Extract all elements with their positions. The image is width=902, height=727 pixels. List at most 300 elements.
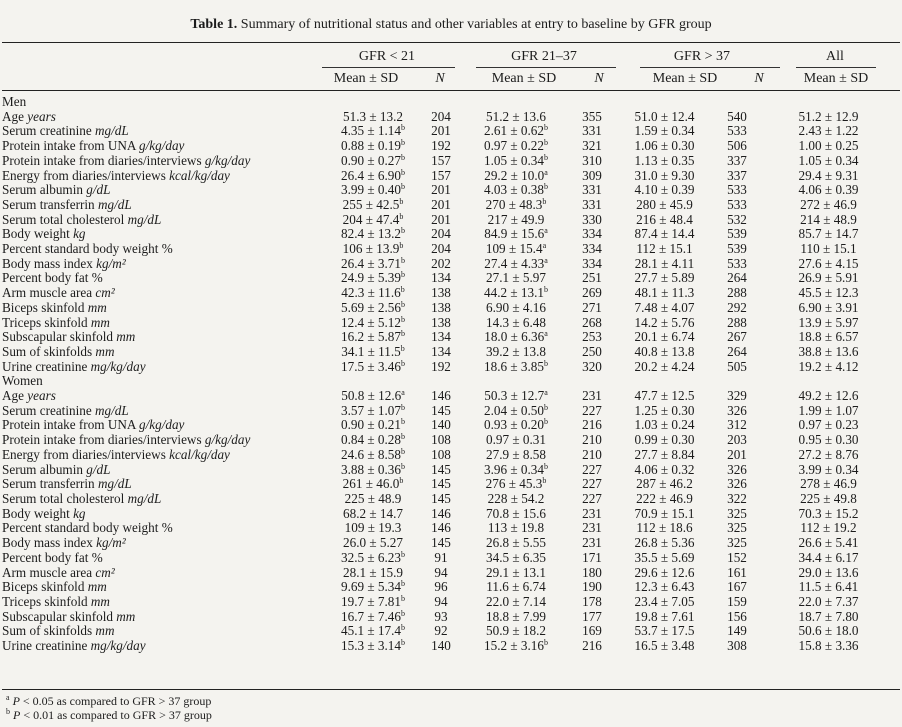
mean-sd-cell xyxy=(612,404,717,419)
mean-sd-cell xyxy=(460,566,572,581)
n-value: 157 xyxy=(431,153,451,168)
variable-unit: mm xyxy=(90,315,110,330)
n-cell xyxy=(717,345,757,360)
n-value: 326 xyxy=(727,462,747,477)
mean-sd-cell xyxy=(612,154,717,169)
n-cell xyxy=(422,242,460,257)
group-header-gfr-21-37: GFR 21–37 xyxy=(511,49,577,64)
mean-sd-cell xyxy=(324,507,422,522)
table-number: Table 1. xyxy=(190,17,238,32)
row-label xyxy=(2,242,324,257)
mean-sd-cell xyxy=(324,566,422,581)
mean-sd-cell xyxy=(612,418,717,433)
n-value: 161 xyxy=(727,565,747,580)
mean-sd-value: 225 ± 49.8 xyxy=(800,491,857,506)
mean-sd-value: 22.0 ± 7.37 xyxy=(798,594,859,609)
n-cell xyxy=(572,580,612,595)
mean-sd-value: 48.1 ± 11.3 xyxy=(634,286,695,301)
mean-sd-cell xyxy=(757,404,900,419)
n-value: 178 xyxy=(582,594,602,609)
mean-sd-value: 18.8 ± 7.99 xyxy=(486,609,546,624)
mean-sd-cell xyxy=(460,169,572,184)
n-value: 334 xyxy=(582,227,602,242)
n-cell xyxy=(572,551,612,566)
table-row xyxy=(2,418,900,433)
variable-name: Serum creatinine xyxy=(2,124,92,139)
mean-sd-value: 0.90 ± 0.21 xyxy=(341,418,401,433)
variable-unit: g/kg/day xyxy=(204,153,251,168)
significance-mark: a xyxy=(544,330,548,339)
mean-sd-value: 85.7 ± 14.7 xyxy=(798,227,859,242)
mean-sd-value: 216 ± 48.4 xyxy=(636,212,693,227)
n-value: 140 xyxy=(431,639,451,654)
n-value: 146 xyxy=(431,389,451,404)
mean-sd-value: 19.7 ± 7.81 xyxy=(341,594,401,609)
variable-name: Arm muscle area xyxy=(2,565,93,580)
row-label xyxy=(2,448,324,463)
mean-sd-cell xyxy=(757,154,900,169)
mean-sd-value: 28.1 ± 4.11 xyxy=(634,256,695,271)
significance-mark: b xyxy=(542,477,547,486)
mean-sd-value: 50.3 ± 12.7 xyxy=(484,389,545,404)
n-value: 159 xyxy=(727,594,747,609)
table-row xyxy=(2,242,900,257)
n-value: 145 xyxy=(431,403,451,418)
table-row xyxy=(2,330,900,345)
mean-sd-cell xyxy=(612,301,717,316)
mean-sd-cell xyxy=(460,639,572,654)
significance-mark: b xyxy=(544,418,548,427)
n-value: 312 xyxy=(727,418,747,433)
n-cell xyxy=(717,418,757,433)
mean-sd-value: 1.59 ± 0.34 xyxy=(634,124,695,139)
mean-sd-value: 4.10 ± 0.39 xyxy=(634,183,695,198)
n-cell xyxy=(717,227,757,242)
variable-unit: mg/dL xyxy=(97,197,132,212)
mean-sd-cell xyxy=(460,595,572,610)
table-row xyxy=(2,595,900,610)
variable-unit: % xyxy=(91,271,103,286)
footnote-b-text: < 0.01 as compared to GFR > 37 group xyxy=(20,708,212,722)
significance-mark: b xyxy=(399,212,404,221)
n-value: 267 xyxy=(727,330,747,345)
n-value: 216 xyxy=(582,639,602,654)
mean-sd-value: 40.8 ± 13.8 xyxy=(634,344,695,359)
n-cell xyxy=(572,448,612,463)
row-label xyxy=(2,169,324,184)
row-label xyxy=(2,183,324,198)
variable-name: Serum albumin xyxy=(2,183,83,198)
mean-sd-cell xyxy=(324,227,422,242)
mean-sd-cell xyxy=(324,536,422,551)
row-label xyxy=(2,301,324,316)
mean-sd-cell xyxy=(612,389,717,404)
variable-unit: kg/m² xyxy=(96,256,126,271)
table-row xyxy=(2,154,900,169)
n-cell xyxy=(572,198,612,213)
mean-sd-cell xyxy=(757,257,900,272)
variable-name: Subscapular skinfold xyxy=(2,609,113,624)
n-value: 325 xyxy=(727,506,747,521)
n-value: 216 xyxy=(582,418,602,433)
row-label xyxy=(2,507,324,522)
variable-unit: % xyxy=(161,521,173,536)
mean-sd-value: 4.06 ± 0.32 xyxy=(634,462,695,477)
mean-sd-value: 15.8 ± 3.36 xyxy=(798,639,859,654)
mean-sd-value: 29.6 ± 12.6 xyxy=(634,565,695,580)
mean-sd-value: 51.0 ± 12.4 xyxy=(634,109,695,124)
n-value: 134 xyxy=(431,344,451,359)
mean-sd-cell xyxy=(324,580,422,595)
n-cell xyxy=(572,169,612,184)
table-row xyxy=(2,124,900,139)
mean-sd-cell xyxy=(757,242,900,257)
mean-sd-value: 20.1 ± 6.74 xyxy=(634,330,695,345)
n-value: 145 xyxy=(431,462,451,477)
n-cell xyxy=(422,507,460,522)
mean-sd-cell xyxy=(324,345,422,360)
footnote-a-text: < 0.05 as compared to GFR > 37 group xyxy=(19,694,212,708)
table-row xyxy=(2,433,900,448)
variable-unit: mg/dL xyxy=(97,477,132,492)
mean-sd-cell xyxy=(612,580,717,595)
mean-sd-cell xyxy=(757,448,900,463)
table-row xyxy=(2,227,900,242)
row-label xyxy=(2,463,324,478)
n-value: 204 xyxy=(431,227,451,242)
mean-sd-cell xyxy=(460,610,572,625)
n-cell xyxy=(572,566,612,581)
mean-sd-cell xyxy=(612,624,717,639)
n-value: 292 xyxy=(727,300,747,315)
n-cell xyxy=(422,551,460,566)
variable-unit: mg/dL xyxy=(127,491,162,506)
n-value: 264 xyxy=(727,344,747,359)
n-cell xyxy=(717,595,757,610)
group-header-gfr-lt-21: GFR < 21 xyxy=(358,49,416,64)
table-row xyxy=(2,580,900,595)
n-cell xyxy=(572,316,612,331)
mean-sd-value: 3.57 ± 1.07 xyxy=(341,403,401,418)
n-value: 330 xyxy=(582,212,602,227)
n-cell xyxy=(572,521,612,536)
variable-name: Urine creatinine xyxy=(2,639,88,654)
n-value: 93 xyxy=(434,609,448,624)
header-rule xyxy=(2,90,900,91)
row-label xyxy=(2,316,324,331)
n-value: 204 xyxy=(431,109,451,124)
significance-mark: b xyxy=(401,256,405,265)
mean-sd-value: 19.8 ± 7.61 xyxy=(634,609,695,624)
significance-mark: a xyxy=(542,242,547,251)
footnote-a: $^a$ P < 0.05 as compared to GFR > 37 group xyxy=(6,693,212,708)
row-label xyxy=(2,610,324,625)
mean-sd-value: 27.6 ± 4.15 xyxy=(798,256,859,271)
n-cell xyxy=(422,183,460,198)
table-row xyxy=(2,551,900,566)
mean-sd-value: 9.69 ± 5.34 xyxy=(341,580,401,595)
variable-unit: mm xyxy=(116,609,136,624)
variable-unit: g/dL xyxy=(86,183,111,198)
n-cell xyxy=(422,566,460,581)
mean-sd-cell xyxy=(460,551,572,566)
mean-sd-value: 24.9 ± 5.39 xyxy=(341,271,401,286)
variable-name: Percent body fat xyxy=(2,550,89,565)
mean-sd-value: 0.84 ± 0.28 xyxy=(341,433,401,448)
row-label xyxy=(2,124,324,139)
significance-mark: b xyxy=(544,183,548,192)
mean-sd-cell xyxy=(324,110,422,125)
mean-sd-cell xyxy=(757,566,900,581)
n-value: 157 xyxy=(431,168,451,183)
row-label xyxy=(2,271,324,286)
mean-sd-cell xyxy=(460,271,572,286)
mean-sd-cell xyxy=(612,477,717,492)
n-value: 337 xyxy=(727,153,747,168)
significance-mark: b xyxy=(401,609,405,618)
mean-sd-cell xyxy=(460,198,572,213)
variable-name: Biceps skinfold xyxy=(2,300,85,315)
row-label xyxy=(2,580,324,595)
n-cell xyxy=(572,463,612,478)
n-cell xyxy=(422,580,460,595)
significance-mark: a xyxy=(544,168,548,177)
mean-sd-cell xyxy=(324,330,422,345)
n-value: 210 xyxy=(582,447,602,462)
mean-sd-value: 222 ± 46.9 xyxy=(636,491,693,506)
mean-sd-cell xyxy=(324,418,422,433)
significance-mark: b xyxy=(544,286,548,295)
mean-sd-value: 20.2 ± 4.24 xyxy=(634,359,695,374)
n-cell xyxy=(717,213,757,228)
mean-sd-value: 70.8 ± 15.6 xyxy=(486,506,546,521)
variable-unit: kcal/kg/day xyxy=(169,447,230,462)
mean-sd-value: 18.6 ± 3.85 xyxy=(484,359,544,374)
significance-mark: b xyxy=(401,447,405,456)
bottom-rule xyxy=(2,689,900,690)
mean-sd-value: 225 ± 48.9 xyxy=(344,491,402,506)
summary-table xyxy=(2,95,900,654)
n-cell xyxy=(717,551,757,566)
col-header-mean: Mean ± SD xyxy=(491,71,557,86)
n-value: 533 xyxy=(727,197,747,212)
variable-name: Serum total cholesterol xyxy=(2,212,125,227)
variable-unit: g/kg/day xyxy=(138,139,185,154)
mean-sd-cell xyxy=(757,213,900,228)
mean-sd-value: 26.4 ± 3.71 xyxy=(341,256,401,271)
n-cell xyxy=(717,198,757,213)
significance-mark: a xyxy=(401,389,405,398)
mean-sd-value: 2.43 ± 1.22 xyxy=(798,124,859,139)
n-cell xyxy=(717,154,757,169)
n-value: 309 xyxy=(582,168,602,183)
n-value: 201 xyxy=(431,183,451,198)
mean-sd-cell xyxy=(757,330,900,345)
n-cell xyxy=(422,316,460,331)
n-cell xyxy=(422,139,460,154)
mean-sd-cell xyxy=(460,227,572,242)
mean-sd-value: 23.4 ± 7.05 xyxy=(634,594,695,609)
n-cell xyxy=(572,330,612,345)
n-value: 533 xyxy=(727,256,747,271)
group-header-gfr-gt-37: GFR > 37 xyxy=(673,49,731,64)
mean-sd-value: 29.2 ± 10.0 xyxy=(484,168,545,183)
n-value: 92 xyxy=(434,624,448,639)
variable-unit: mm xyxy=(87,580,107,595)
n-cell xyxy=(717,477,757,492)
table-row xyxy=(2,389,900,404)
n-value: 251 xyxy=(582,271,602,286)
top-rule xyxy=(2,42,900,43)
mean-sd-value: 261 ± 46.0 xyxy=(342,477,400,492)
n-cell xyxy=(422,227,460,242)
n-value: 108 xyxy=(431,433,451,448)
n-cell xyxy=(422,624,460,639)
mean-sd-cell xyxy=(757,271,900,286)
mean-sd-value: 26.8 ± 5.55 xyxy=(486,536,546,551)
n-cell xyxy=(717,169,757,184)
mean-sd-cell xyxy=(757,286,900,301)
table-caption: Summary of nutritional status and other variables at entry to baseline by GFR group xyxy=(240,17,712,32)
variable-unit: g/kg/day xyxy=(204,433,251,448)
mean-sd-cell xyxy=(460,418,572,433)
mean-sd-value: 0.93 ± 0.20 xyxy=(484,418,544,433)
n-value: 231 xyxy=(582,506,602,521)
mean-sd-cell xyxy=(612,345,717,360)
mean-sd-cell xyxy=(460,433,572,448)
mean-sd-cell xyxy=(324,448,422,463)
significance-mark: b xyxy=(401,550,405,559)
mean-sd-value: 11.5 ± 6.41 xyxy=(798,580,859,595)
variable-unit: mg/kg/day xyxy=(90,359,146,374)
mean-sd-value: 0.97 ± 0.31 xyxy=(486,433,546,448)
mean-sd-value: 109 ± 15.4 xyxy=(485,242,543,257)
mean-sd-value: 3.99 ± 0.34 xyxy=(798,462,859,477)
row-label xyxy=(2,477,324,492)
mean-sd-value: 70.9 ± 15.1 xyxy=(634,506,695,521)
variable-unit: years xyxy=(27,389,56,404)
mean-sd-value: 84.9 ± 15.6 xyxy=(484,227,545,242)
table-row xyxy=(2,566,900,581)
col-header-n: N xyxy=(594,71,604,86)
mean-sd-value: 0.90 ± 0.27 xyxy=(341,153,401,168)
significance-mark: b xyxy=(401,403,405,412)
n-value: 506 xyxy=(727,139,747,154)
n-cell xyxy=(572,536,612,551)
table-row xyxy=(2,448,900,463)
n-cell xyxy=(422,124,460,139)
mean-sd-cell xyxy=(324,257,422,272)
significance-mark: b xyxy=(401,315,405,324)
mean-sd-cell xyxy=(757,316,900,331)
mean-sd-value: 24.6 ± 8.58 xyxy=(341,447,401,462)
mean-sd-cell xyxy=(757,624,900,639)
mean-sd-value: 70.3 ± 15.2 xyxy=(798,506,859,521)
row-label xyxy=(2,639,324,654)
n-value: 190 xyxy=(582,580,602,595)
mean-sd-cell xyxy=(757,580,900,595)
n-cell xyxy=(422,521,460,536)
significance-mark: b xyxy=(399,242,404,251)
n-cell xyxy=(717,610,757,625)
section-heading: Women xyxy=(2,374,43,389)
mean-sd-value: 45.1 ± 17.4 xyxy=(341,624,401,639)
n-value: 329 xyxy=(727,389,747,404)
mean-sd-value: 14.2 ± 5.76 xyxy=(634,315,695,330)
n-cell xyxy=(717,316,757,331)
variable-name: Serum transferrin xyxy=(2,197,95,212)
mean-sd-cell xyxy=(612,227,717,242)
n-cell xyxy=(422,639,460,654)
significance-mark: b xyxy=(401,359,405,368)
mean-sd-cell xyxy=(324,271,422,286)
n-value: 533 xyxy=(727,183,747,198)
n-cell xyxy=(717,242,757,257)
group-underline xyxy=(322,67,455,68)
n-value: 145 xyxy=(431,477,451,492)
mean-sd-cell xyxy=(460,330,572,345)
n-cell xyxy=(572,610,612,625)
mean-sd-value: 3.99 ± 0.40 xyxy=(341,183,401,198)
n-value: 171 xyxy=(582,550,602,565)
mean-sd-cell xyxy=(612,536,717,551)
n-value: 138 xyxy=(431,315,451,330)
mean-sd-cell xyxy=(757,124,900,139)
mean-sd-cell xyxy=(460,360,572,375)
mean-sd-cell xyxy=(757,360,900,375)
mean-sd-cell xyxy=(612,316,717,331)
mean-sd-value: 44.2 ± 13.1 xyxy=(484,286,544,301)
mean-sd-cell xyxy=(324,492,422,507)
n-value: 210 xyxy=(582,433,602,448)
mean-sd-cell xyxy=(324,639,422,654)
mean-sd-value: 26.9 ± 5.91 xyxy=(798,271,859,286)
table-row xyxy=(2,110,900,125)
mean-sd-value: 112 ± 19.2 xyxy=(800,521,857,536)
variable-unit: % xyxy=(91,550,103,565)
n-value: 94 xyxy=(434,594,448,609)
variable-unit: kcal/kg/day xyxy=(169,168,230,183)
variable-name: Body mass index xyxy=(2,536,93,551)
mean-sd-cell xyxy=(612,139,717,154)
mean-sd-cell xyxy=(460,242,572,257)
significance-mark: b xyxy=(401,300,405,309)
mean-sd-value: 2.04 ± 0.50 xyxy=(484,403,544,418)
significance-mark: b xyxy=(401,433,405,442)
mean-sd-value: 217 ± 49.9 xyxy=(487,212,545,227)
n-cell xyxy=(717,492,757,507)
n-cell xyxy=(422,463,460,478)
table-row xyxy=(2,360,900,375)
n-cell xyxy=(717,139,757,154)
row-label xyxy=(2,418,324,433)
n-value: 167 xyxy=(727,580,747,595)
mean-sd-cell xyxy=(324,213,422,228)
mean-sd-value: 15.2 ± 3.16 xyxy=(484,639,544,654)
n-cell xyxy=(717,566,757,581)
row-label xyxy=(2,521,324,536)
n-value: 177 xyxy=(582,609,602,624)
mean-sd-value: 112 ± 18.6 xyxy=(636,521,693,536)
n-value: 326 xyxy=(727,477,747,492)
mean-sd-value: 1.05 ± 0.34 xyxy=(798,153,859,168)
n-cell xyxy=(717,463,757,478)
significance-mark: b xyxy=(544,403,548,412)
mean-sd-value: 7.48 ± 4.07 xyxy=(634,300,695,315)
mean-sd-cell xyxy=(460,463,572,478)
n-cell xyxy=(422,418,460,433)
row-label xyxy=(2,389,324,404)
